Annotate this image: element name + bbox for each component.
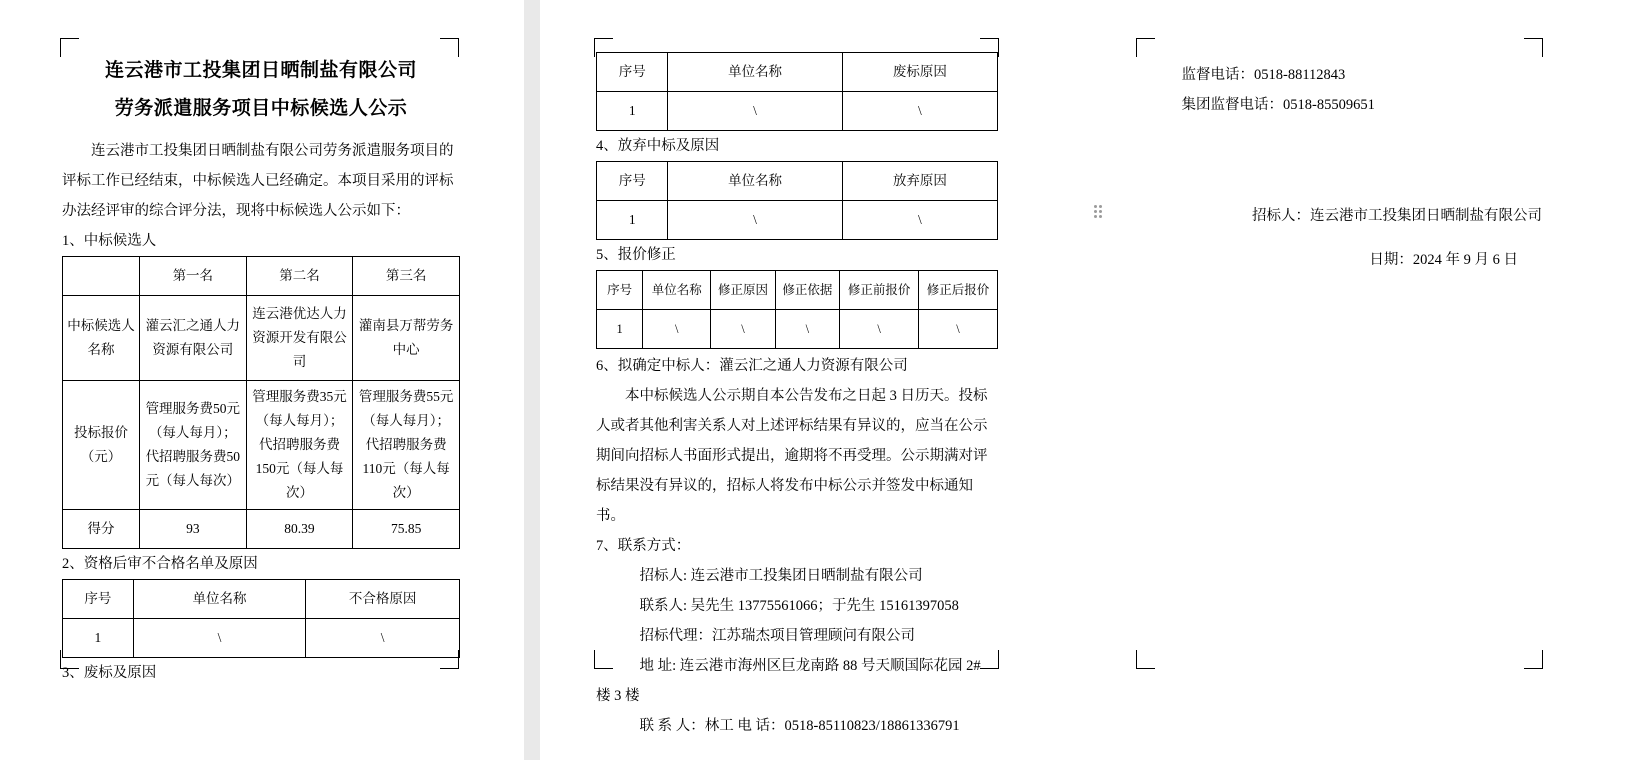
drag-handle[interactable] (1094, 205, 1103, 221)
document-page-2 (540, 0, 1080, 760)
section-4-heading: 4、放弃中标及原因 (596, 138, 720, 154)
table-cell: \ (842, 201, 997, 240)
table-cell: 灌云汇之通人力资源有限公司 (139, 296, 246, 381)
group-supervision-phone: 集团监督电话：0518-85509651 (1181, 97, 1375, 113)
page-title-line-2: 劳务派遣服务项目中标候选人公示 (114, 98, 408, 119)
table-cell: \ (840, 310, 919, 349)
table-cell: 1 (63, 619, 134, 658)
table-cell: \ (842, 92, 997, 131)
table-header-cell: 第一名 (139, 257, 246, 296)
candidates-table (62, 256, 460, 549)
contact-address: 地 址: 连云港市海州区巨龙南路 88 号天顺国际花园 2# (639, 658, 981, 674)
table-row (63, 257, 460, 296)
table-cell: 管理服务费50元（每人每月）；代招聘服务费50元（每人每次） (139, 381, 246, 510)
table-header-cell: 修正前报价 (840, 271, 919, 310)
table-row (597, 201, 998, 240)
price-correction-table (596, 270, 998, 349)
table-cell: \ (668, 92, 842, 131)
table-header-cell: 序号 (597, 271, 643, 310)
section-5-heading: 5、报价修正 (596, 247, 676, 263)
contact-agent: 招标代理：江苏瑞杰项目管理顾问有限公司 (639, 628, 915, 644)
date-signature: 日期：2024 年 9 月 6 日 (1369, 252, 1518, 268)
table-row (597, 310, 998, 349)
crop-mark-bottom-left (1136, 650, 1155, 669)
document-page-1 (0, 0, 524, 760)
crop-mark-top-left (1136, 38, 1155, 57)
disqualified-table (62, 579, 460, 658)
table-cell: \ (668, 201, 842, 240)
table-header-cell (63, 257, 140, 296)
contact-address-continued: 楼 3 楼 (596, 688, 640, 704)
table-cell: 灌南县万帮劳务中心 (353, 296, 460, 381)
section-2-heading: 2、资格后审不合格名单及原因 (62, 556, 258, 572)
contact-agent-person: 联 系 人：林工 电 话：0518-85110823/18861336791 (639, 718, 960, 734)
section-3-heading: 3、废标及原因 (62, 665, 157, 681)
row-label: 投标报价（元） (63, 381, 140, 510)
supervision-phone: 监督电话：0518-88112843 (1181, 67, 1346, 83)
contact-tenderer: 招标人: 连云港市工投集团日晒制盐有限公司 (639, 568, 923, 584)
table-cell: 管理服务费55元（每人每月）；代招聘服务费110元（每人每次） (353, 381, 460, 510)
table-header-cell: 单位名称 (668, 53, 842, 92)
table-header-cell: 单位名称 (643, 271, 711, 310)
table-header-cell: 单位名称 (133, 580, 306, 619)
table-cell: 连云港优达人力资源开发有限公司 (246, 296, 353, 381)
section-1-heading: 1、中标候选人 (62, 233, 157, 249)
intro-paragraph: 连云港市工投集团日晒制盐有限公司劳务派遣服务项目的评标工作已经结束，中标候选人已经确定。本项目采用的评标办法经评审的综合评分法，现将中标候选人公示如下： (62, 143, 454, 219)
row-label: 中标候选人名称 (63, 296, 140, 381)
table-cell: 93 (139, 510, 246, 549)
table-cell: \ (643, 310, 711, 349)
table-row (63, 580, 460, 619)
table-header-cell: 第三名 (353, 257, 460, 296)
table-header-cell: 修正依据 (775, 271, 839, 310)
abandon-table (596, 161, 998, 240)
table-cell: \ (775, 310, 839, 349)
table-header-cell: 序号 (597, 162, 668, 201)
table-cell: \ (711, 310, 775, 349)
table-header-cell: 放弃原因 (842, 162, 997, 201)
table-row (63, 296, 460, 381)
table-cell: \ (133, 619, 306, 658)
table-cell: 75.85 (353, 510, 460, 549)
void-bid-table (596, 52, 998, 131)
table-row (597, 271, 998, 310)
table-header-cell: 不合格原因 (306, 580, 460, 619)
page-title-line-1: 连云港市工投集团日晒制盐有限公司 (104, 60, 417, 81)
page-gutter (524, 0, 540, 760)
table-row (63, 510, 460, 549)
table-cell: 管理服务费35元（每人每月）；代招聘服务费150元（每人每次） (246, 381, 353, 510)
contact-persons: 联系人: 吴先生 13775561066；于先生 15161397058 (639, 598, 959, 614)
table-cell: \ (919, 310, 998, 349)
table-cell: 1 (597, 310, 643, 349)
table-cell: 1 (597, 201, 668, 240)
table-cell: 1 (597, 92, 668, 131)
table-header-cell: 序号 (597, 53, 668, 92)
table-cell: 80.39 (246, 510, 353, 549)
table-cell: \ (306, 619, 460, 658)
section-6-body: 本中标候选人公示期自本公告发布之日起 3 日历天。投标人或者其他利害关系人对上述评标结果有异议的，应当在公示期间向招标人书面形式提出，逾期将不再受理。公示期满对评标结果没有异议的，招标人将发布中标公示并签发中标通知书。 (596, 388, 988, 524)
crop-mark-bottom-right (1524, 650, 1543, 669)
table-header-cell: 第二名 (246, 257, 353, 296)
section-7-heading: 7、联系方式： (596, 538, 691, 554)
table-row (597, 92, 998, 131)
table-header-cell: 单位名称 (668, 162, 842, 201)
table-header-cell: 序号 (63, 580, 134, 619)
document-page-3 (1080, 0, 1608, 760)
table-row (597, 162, 998, 201)
table-row (63, 381, 460, 510)
table-header-cell: 废标原因 (842, 53, 997, 92)
table-header-cell: 修正后报价 (919, 271, 998, 310)
crop-mark-top-right (1524, 38, 1543, 57)
section-6-heading: 6、拟确定中标人：灌云汇之通人力资源有限公司 (596, 358, 908, 374)
table-header-cell: 修正原因 (711, 271, 775, 310)
table-row (63, 619, 460, 658)
tenderer-signature: 招标人：连云港市工投集团日晒制盐有限公司 (1252, 207, 1542, 224)
table-row (597, 53, 998, 92)
row-label: 得分 (63, 510, 140, 549)
